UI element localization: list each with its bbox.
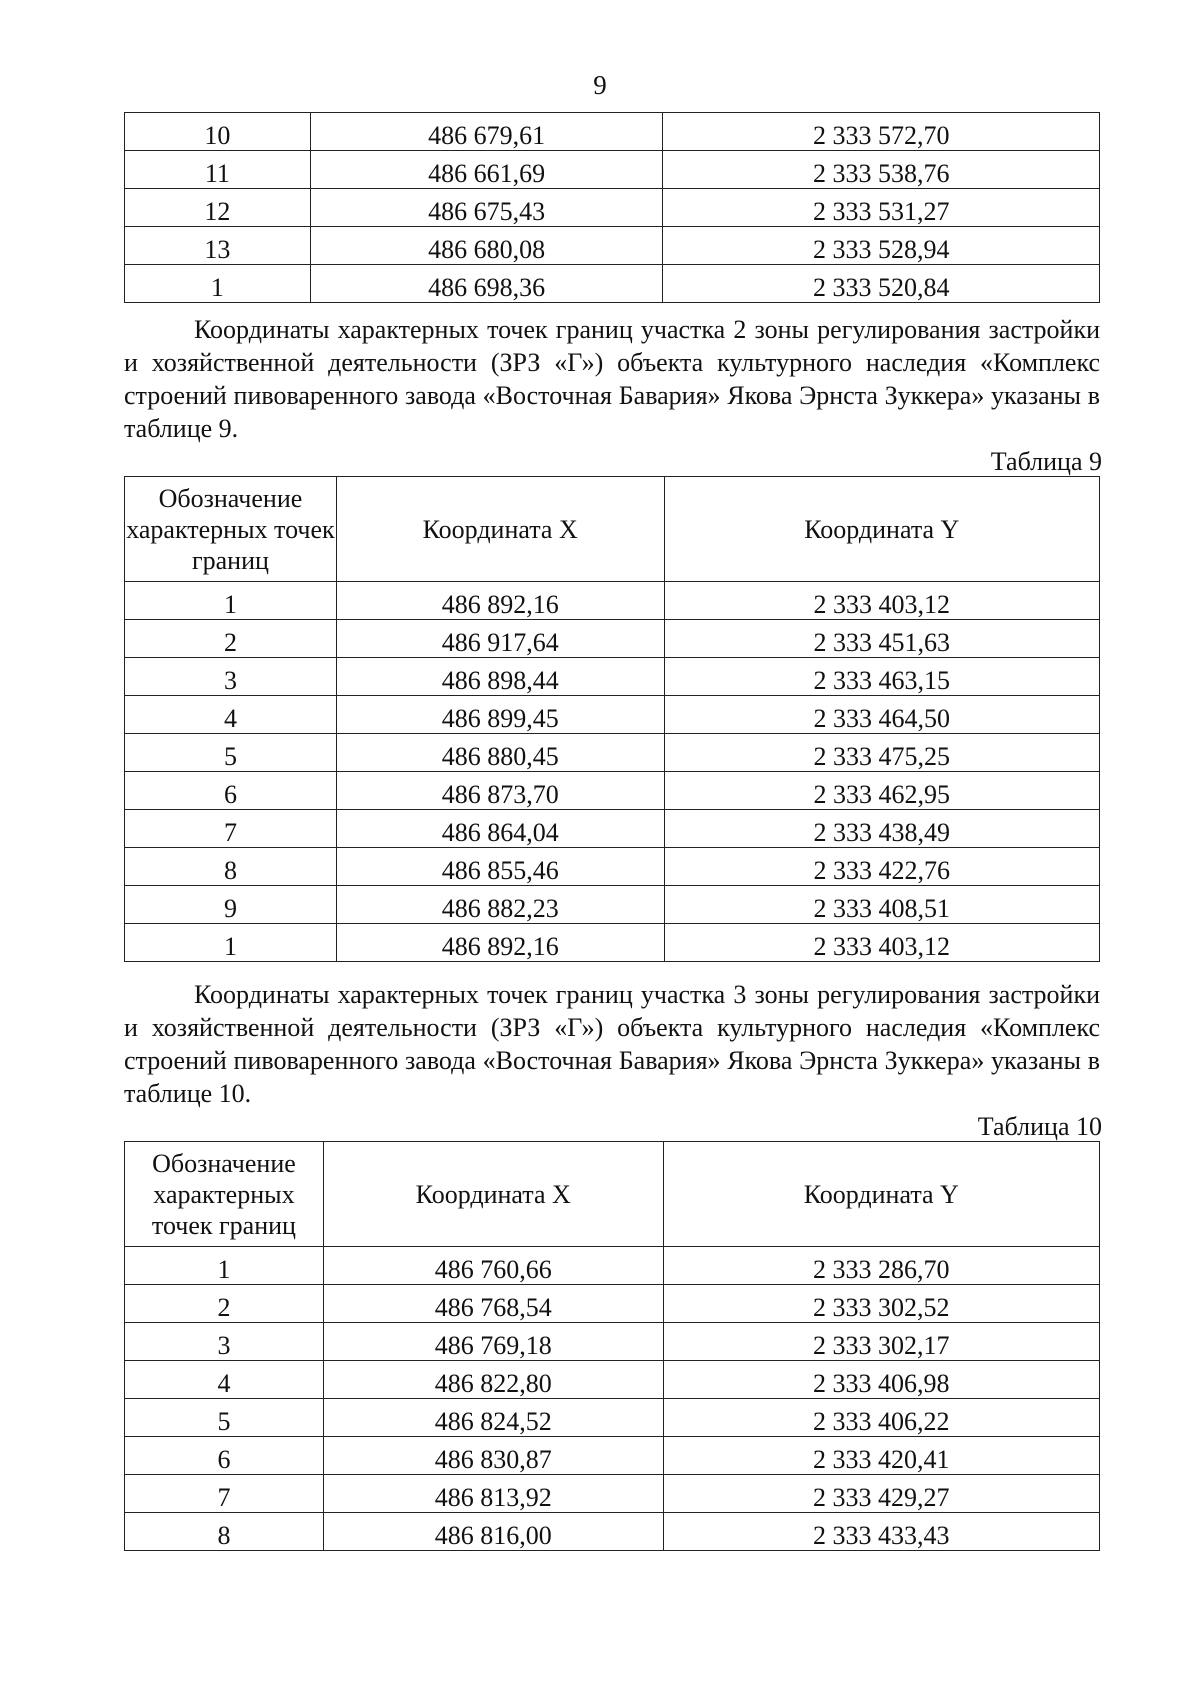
coordinates-table-9: [124, 476, 1100, 962]
coordinate-y: 2 333 475,25: [664, 734, 1099, 772]
table-9-caption: Таблица 9: [990, 447, 1102, 476]
point-number: 7: [125, 810, 337, 848]
coordinate-x: 486 917,64: [336, 620, 664, 658]
coordinate-y: 2 333 403,12: [664, 924, 1099, 962]
coordinate-y: 2 333 422,76: [664, 848, 1099, 886]
point-number: 1: [125, 924, 337, 962]
table-row: [125, 1437, 1100, 1475]
coordinate-y: 2 333 433,43: [663, 1513, 1099, 1551]
coordinate-x: 486 769,18: [323, 1323, 663, 1361]
coordinate-y: 2 333 302,52: [663, 1285, 1099, 1323]
point-number: 1: [125, 582, 337, 620]
coordinate-x: 486 882,23: [336, 886, 664, 924]
point-number: 10: [125, 113, 311, 151]
point-number: 3: [125, 1323, 324, 1361]
coordinate-x: 486 822,80: [323, 1361, 663, 1399]
table-row: [125, 1323, 1100, 1361]
coordinate-x: 486 864,04: [336, 810, 664, 848]
table-row: [125, 620, 1100, 658]
table-row: [125, 772, 1100, 810]
coordinate-x: 486 813,92: [323, 1475, 663, 1513]
point-number: 3: [125, 658, 337, 696]
coordinate-y: 2 333 406,22: [663, 1399, 1099, 1437]
point-number: 1: [125, 1247, 324, 1285]
point-number: 9: [125, 886, 337, 924]
point-number: 13: [125, 227, 311, 265]
coordinate-x: 486 855,46: [336, 848, 664, 886]
point-number: 2: [125, 1285, 324, 1323]
coordinate-y: 2 333 420,41: [663, 1437, 1099, 1475]
coordinate-x: 486 679,61: [310, 113, 663, 151]
table-row: [125, 924, 1100, 962]
point-number: 4: [125, 696, 337, 734]
coordinate-x: 486 873,70: [336, 772, 664, 810]
table-row: [125, 582, 1100, 620]
point-number: 7: [125, 1475, 324, 1513]
table-header-row: [125, 1142, 1100, 1247]
coordinate-y: 2 333 463,15: [664, 658, 1099, 696]
point-number: 5: [125, 734, 337, 772]
table-row: [125, 227, 1100, 265]
table-row: [125, 113, 1100, 151]
table-row: [125, 696, 1100, 734]
point-number: 6: [125, 772, 337, 810]
coordinate-y: 2 333 531,27: [663, 189, 1100, 227]
coordinate-x: 486 698,36: [310, 265, 663, 303]
coordinate-y: 2 333 464,50: [664, 696, 1099, 734]
coordinate-x: 486 768,54: [323, 1285, 663, 1323]
table-row: [125, 1285, 1100, 1323]
coordinate-x: 486 760,66: [323, 1247, 663, 1285]
coordinate-y: 2 333 302,17: [663, 1323, 1099, 1361]
paragraph-table-9-intro: Координаты характерных точек границ участка 2 зоны регулирования застройки и хозяйственной деятельности (ЗРЗ «Г») объекта культурного наследия «Комплекс строений пивоваренного завода «Восточная Бавария» Якова Эрнста Зуккера» указаны в таблице 9.: [124, 315, 1100, 443]
point-number: 5: [125, 1399, 324, 1437]
table-row: [125, 1475, 1100, 1513]
column-header-y: Координата Y: [664, 477, 1099, 582]
coordinate-x: 486 892,16: [336, 924, 664, 962]
coordinate-y: 2 333 406,98: [663, 1361, 1099, 1399]
table-row: [125, 1247, 1100, 1285]
table-row: [125, 1399, 1100, 1437]
point-number: 6: [125, 1437, 324, 1475]
point-number: 12: [125, 189, 311, 227]
coordinate-x: 486 675,43: [310, 189, 663, 227]
coordinate-y: 2 333 408,51: [664, 886, 1099, 924]
coordinates-table-10: [124, 1141, 1100, 1551]
table-row: [125, 848, 1100, 886]
point-number: 8: [125, 848, 337, 886]
coordinate-y: 2 333 429,27: [663, 1475, 1099, 1513]
coordinate-y: 2 333 403,12: [664, 582, 1099, 620]
table-row: [125, 265, 1100, 303]
table-row: [125, 734, 1100, 772]
table-row: [125, 886, 1100, 924]
coordinate-x: 486 680,08: [310, 227, 663, 265]
coordinate-y: 2 333 520,84: [663, 265, 1100, 303]
coordinate-y: 2 333 462,95: [664, 772, 1099, 810]
coordinate-y: 2 333 538,76: [663, 151, 1100, 189]
coordinate-x: 486 830,87: [323, 1437, 663, 1475]
coordinate-x: 486 899,45: [336, 696, 664, 734]
table-row: [125, 151, 1100, 189]
table-header-row: [125, 477, 1100, 582]
table-row: [125, 1361, 1100, 1399]
coordinate-y: 2 333 286,70: [663, 1247, 1099, 1285]
coordinate-x: 486 880,45: [336, 734, 664, 772]
column-header-x: Координата X: [336, 477, 664, 582]
paragraph-table-10-intro: Координаты характерных точек границ участка 3 зоны регулирования застройки и хозяйственной деятельности (ЗРЗ «Г») объекта культурного наследия «Комплекс строений пивоваренного завода «Восточная Бавария» Якова Эрнста Зуккера» указаны в таблице 10.: [124, 980, 1100, 1108]
coordinate-y: 2 333 438,49: [664, 810, 1099, 848]
column-header-point: Обозначение характерных точек границ: [125, 1142, 324, 1247]
coordinate-x: 486 824,52: [323, 1399, 663, 1437]
coordinate-x: 486 816,00: [323, 1513, 663, 1551]
coordinate-y: 2 333 572,70: [663, 113, 1100, 151]
column-header-y: Координата Y: [663, 1142, 1099, 1247]
point-number: 1: [125, 265, 311, 303]
point-number: 11: [125, 151, 311, 189]
coordinate-y: 2 333 528,94: [663, 227, 1100, 265]
coordinate-x: 486 898,44: [336, 658, 664, 696]
page-number: 9: [593, 70, 607, 100]
point-number: 8: [125, 1513, 324, 1551]
coordinate-x: 486 892,16: [336, 582, 664, 620]
coordinate-y: 2 333 451,63: [664, 620, 1099, 658]
coordinate-x: 486 661,69: [310, 151, 663, 189]
coordinates-table-continued: [124, 112, 1100, 303]
column-header-x: Координата X: [323, 1142, 663, 1247]
table-row: [125, 658, 1100, 696]
column-header-point: Обозначение характерных точек границ: [125, 477, 337, 582]
table-row: [125, 810, 1100, 848]
table-row: [125, 1513, 1100, 1551]
table-10-caption: Таблица 10: [977, 1112, 1102, 1141]
point-number: 2: [125, 620, 337, 658]
table-row: [125, 189, 1100, 227]
point-number: 4: [125, 1361, 324, 1399]
